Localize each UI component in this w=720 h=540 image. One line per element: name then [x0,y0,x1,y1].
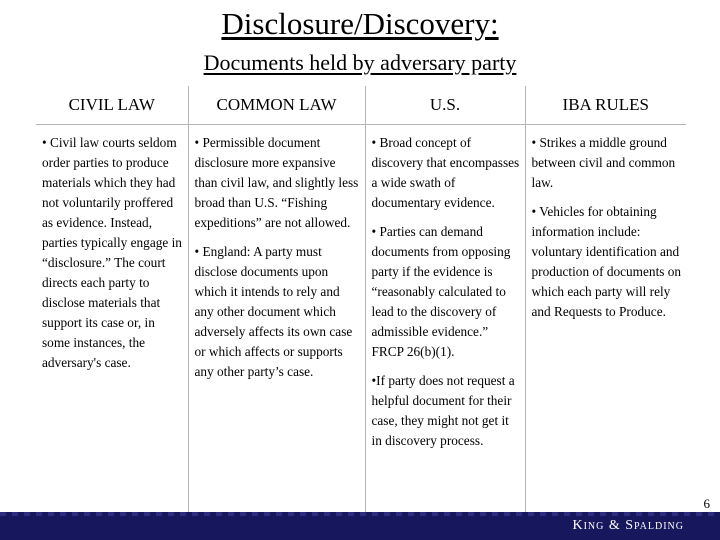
page-number: 6 [703,496,710,511]
header-common-law: COMMON LAW [188,86,365,125]
common-law-cell [188,125,365,526]
common-law-point: • England: A party must disclose documents upon which it intends to rely and any other document which adversely affects its own case or which affects or supports any other party’s case. [194,244,353,379]
iba-rules-point: • Strikes a middle ground between civil and common law. [531,135,676,190]
us-point: •If party does not request a helpful document for their case, they might not get it in discovery process. [371,373,515,448]
us-point: • Parties can demand documents from opposing party if the evidence is “reasonably calculated to lead to the discovery of admissible evidence.” FRCP 26(b)(1). [371,224,511,359]
slide-title: Disclosure/Discovery: [221,6,499,41]
header-us: U.S. [365,86,525,125]
civil-law-cell [36,125,188,526]
footer-pattern [0,512,720,516]
slide-subtitle: Documents held by adversary party [203,50,517,75]
us-cell [365,125,525,526]
header-civil-law: CIVIL LAW [36,86,188,125]
iba-rules-cell [525,125,686,526]
header-iba-rules: IBA RULES [525,86,686,125]
iba-rules-point: • Vehicles for obtaining information include: voluntary identification and production of documents on which each party will rely and Requests to Produce. [531,204,682,319]
brand-logo: King & Spalding [572,518,684,533]
common-law-point: • Permissible document disclosure more expansive than civil law, and slightly less broad than U.S. “Fishing expeditions” are not allowed. [194,135,359,230]
comparison-table [36,86,686,525]
us-point: • Broad concept of discovery that encompasses a wide swath of documentary evidence. [371,135,520,210]
footer-bar [0,512,720,540]
civil-law-point: • Civil law courts seldom order parties to produce materials which they had not voluntarily proffered as evidence. Instead, parties typically engage in “disclosure.” The court directs each party to disclose materials that support its case or, in some instances, the adversary's case. [42,135,182,370]
table-header-row [36,86,686,125]
table-row [36,125,686,526]
